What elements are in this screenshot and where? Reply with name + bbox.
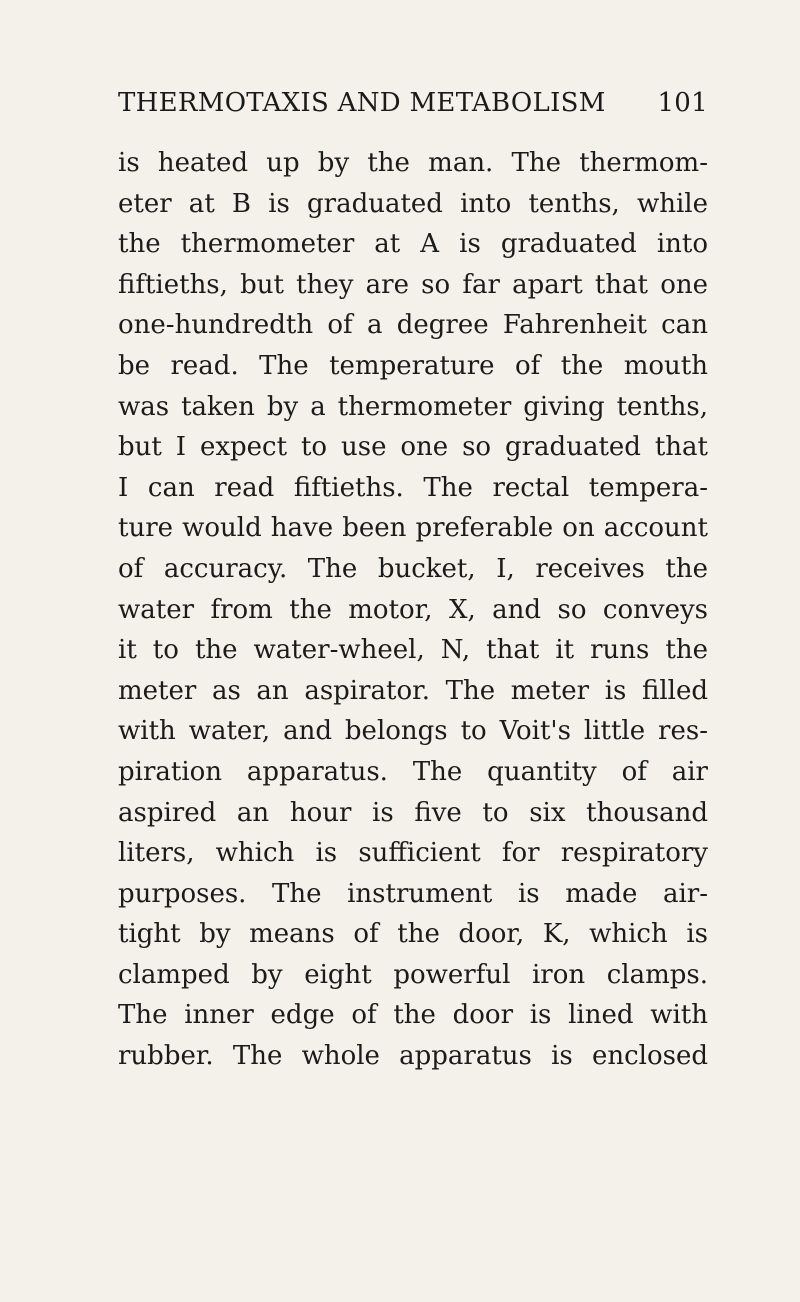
text-line: The inner edge of the door is lined with — [118, 1000, 708, 1031]
text-line: of accuracy. The bucket, I, receives the — [118, 553, 708, 584]
text-line: aspired an hour is five to six thousand — [118, 797, 708, 828]
text-line: with water, and belongs to Voit's little res- — [118, 716, 708, 747]
body-paragraph — [118, 143, 708, 1077]
text-line: water from the motor, X, and so conveys — [118, 594, 708, 625]
text-line: rubber. The whole apparatus is enclosed — [118, 1041, 708, 1072]
text-line: is heated up by the man. The thermom- — [118, 148, 708, 178]
text-line: but I expect to use one so graduated that — [118, 432, 708, 463]
text-line: meter as an aspirator. The meter is filled — [118, 675, 708, 706]
text-line: ture would have been preferable on account — [118, 513, 708, 544]
text-line: be read. The temperature of the mouth — [118, 350, 708, 381]
text-line: eter at B is graduated into tenths, while — [118, 188, 708, 219]
text-line: it to the water-wheel, N, that it runs the — [118, 635, 708, 666]
text-line: liters, which is sufficient for respiratory — [118, 838, 708, 869]
text-line: piration apparatus. The quantity of air — [118, 756, 708, 787]
text-line: was taken by a thermometer giving tenths, — [118, 391, 708, 422]
running-head-title: THERMOTAXIS AND METABOLISM — [118, 88, 606, 118]
text-line: purposes. The instrument is made air- — [118, 878, 708, 909]
page-number: 101 — [657, 88, 708, 118]
text-line: clamped by eight powerful iron clamps. — [118, 959, 708, 990]
text-line: fiftieths, but they are so far apart that one — [118, 269, 708, 300]
text-line: I can read fiftieths. The rectal tempera- — [118, 472, 708, 503]
text-line: tight by means of the door, K, which is — [118, 919, 708, 950]
text-line: one-hundredth of a degree Fahrenheit can — [118, 310, 708, 341]
text-line: the thermometer at A is graduated into — [118, 229, 708, 260]
running-head — [118, 88, 708, 128]
